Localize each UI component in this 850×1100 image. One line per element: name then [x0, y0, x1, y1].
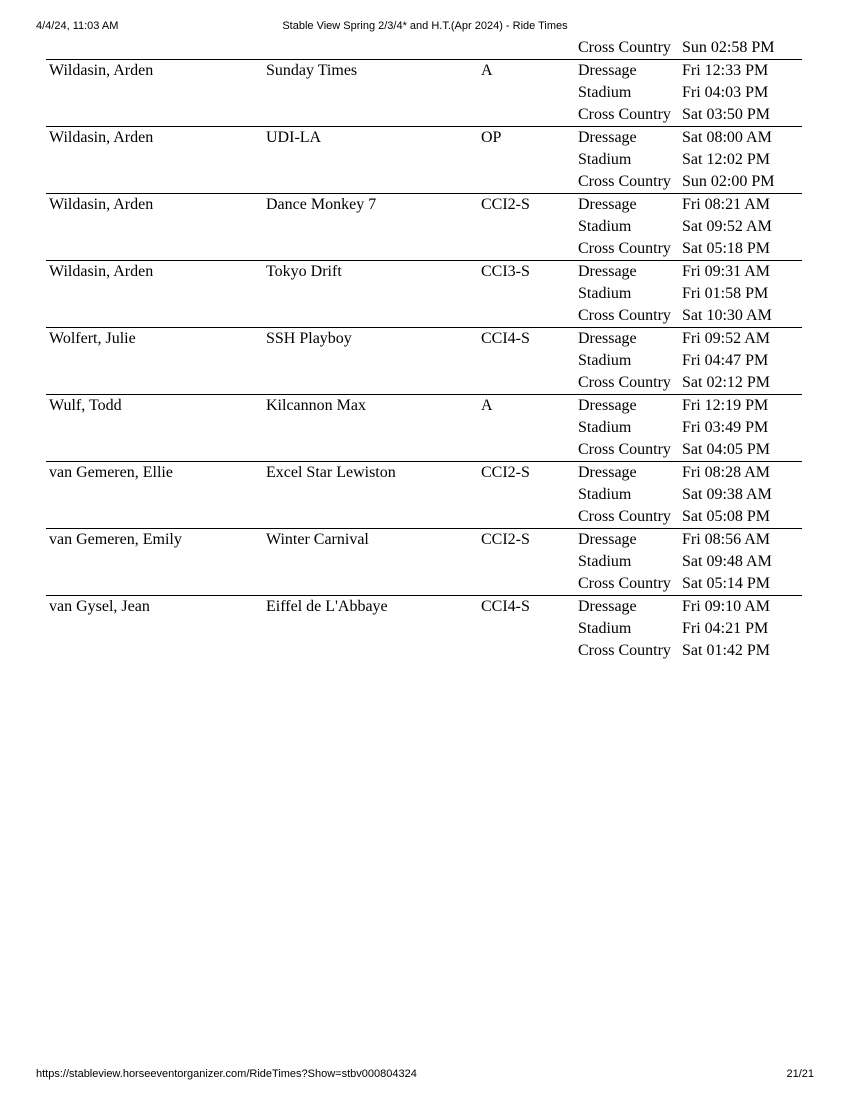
print-footer: [0, 1068, 850, 1088]
phase-time: Sat 10:30 AM: [682, 307, 772, 324]
phase-time: Fri 08:21 AM: [682, 196, 771, 213]
times-cell: [575, 328, 802, 394]
continuation-row: [46, 37, 802, 60]
time-row: [578, 573, 802, 595]
phase-time: Fri 04:21 PM: [682, 620, 769, 637]
times-cell: [575, 596, 802, 662]
phase-label: Cross Country: [578, 307, 671, 324]
horse-name: Kilcannon Max: [266, 397, 366, 414]
times-cell: [575, 37, 802, 59]
phase-label: Cross Country: [578, 508, 671, 525]
division: CCI4-S: [481, 598, 530, 615]
phase-time: Sun 02:00 PM: [682, 173, 775, 190]
time-row: [578, 216, 802, 238]
division: CCI2-S: [481, 531, 530, 548]
phase-time: Sat 04:05 PM: [682, 441, 771, 458]
time-row: [578, 328, 802, 350]
horse-name: Winter Carnival: [266, 531, 369, 548]
division: CCI2-S: [481, 196, 530, 213]
division-cell-empty: [481, 37, 575, 59]
rider-name: Wildasin, Arden: [49, 196, 154, 213]
phase-label: Cross Country: [578, 240, 671, 257]
rider-name: van Gysel, Jean: [49, 598, 150, 615]
phase-time: Sun 02:58 PM: [682, 39, 775, 56]
phase-label: Dressage: [578, 531, 637, 548]
horse-name: Tokyo Drift: [266, 263, 342, 280]
entries-list: [46, 60, 802, 662]
division: CCI3-S: [481, 263, 530, 280]
rider-name: Wildasin, Arden: [49, 129, 154, 146]
rider-name: van Gemeren, Emily: [49, 531, 182, 548]
rider-name: Wildasin, Arden: [49, 263, 154, 280]
time-row: [578, 305, 802, 327]
time-row: [578, 82, 802, 104]
phase-time: Fri 09:10 AM: [682, 598, 771, 615]
time-row: [578, 372, 802, 394]
phase-time: Sat 08:00 AM: [682, 129, 772, 146]
phase-label: Cross Country: [578, 441, 671, 458]
division: A: [481, 397, 493, 414]
division: CCI2-S: [481, 464, 530, 481]
phase-time: Sat 01:42 PM: [682, 642, 771, 659]
phase-time: Sat 05:08 PM: [682, 508, 771, 525]
phase-time: Sat 02:12 PM: [682, 374, 771, 391]
phase-label: Dressage: [578, 330, 637, 347]
division: A: [481, 62, 493, 79]
division: OP: [481, 129, 502, 146]
times-cell: [575, 127, 802, 193]
division: CCI4-S: [481, 330, 530, 347]
table-row: [46, 60, 802, 127]
time-row: [578, 104, 802, 126]
phase-label: Cross Country: [578, 575, 671, 592]
phase-label: Dressage: [578, 464, 637, 481]
time-row: [578, 484, 802, 506]
phase-label: Stadium: [578, 218, 632, 235]
phase-label: Stadium: [578, 352, 632, 369]
print-header: [0, 0, 850, 36]
time-row: [578, 618, 802, 640]
horse-name: SSH Playboy: [266, 330, 352, 347]
horse-name: Dance Monkey 7: [266, 196, 377, 213]
phase-time: Sat 05:14 PM: [682, 575, 771, 592]
times-cell: [575, 462, 802, 528]
phase-time: Sat 12:02 PM: [682, 151, 771, 168]
time-row: [578, 171, 802, 193]
ride-times-table: [46, 37, 802, 662]
table-row: [46, 127, 802, 194]
phase-time: Sat 09:48 AM: [682, 553, 772, 570]
time-row: [578, 60, 802, 82]
phase-time: Sat 03:50 PM: [682, 106, 771, 123]
table-row: [46, 529, 802, 596]
phase-label: Dressage: [578, 598, 637, 615]
phase-time: Sat 05:18 PM: [682, 240, 771, 257]
time-row: [578, 462, 802, 484]
rider-name: Wulf, Todd: [49, 397, 122, 414]
time-row: [578, 350, 802, 372]
phase-time: Fri 03:49 PM: [682, 419, 769, 436]
phase-time: Fri 09:52 AM: [682, 330, 771, 347]
phase-time: Sat 09:52 AM: [682, 218, 772, 235]
time-row: [578, 194, 802, 216]
phase-label: Dressage: [578, 397, 637, 414]
time-row: [578, 439, 802, 461]
horse-name: Sunday Times: [266, 62, 358, 79]
phase-time: Fri 08:56 AM: [682, 531, 771, 548]
time-row: [578, 529, 802, 551]
times-cell: [575, 194, 802, 260]
table-row: [46, 261, 802, 328]
phase-label: Stadium: [578, 419, 632, 436]
phase-time: Fri 01:58 PM: [682, 285, 769, 302]
phase-label: Cross Country: [578, 106, 671, 123]
phase-label: Dressage: [578, 62, 637, 79]
phase-label: Dressage: [578, 196, 637, 213]
time-row: [578, 238, 802, 260]
phase-time: Fri 12:19 PM: [682, 397, 769, 414]
phase-label: Cross Country: [578, 39, 671, 56]
phase-label: Stadium: [578, 486, 632, 503]
page-number: 21/21: [786, 1068, 814, 1080]
time-row: [578, 417, 802, 439]
phase-label: Cross Country: [578, 642, 671, 659]
phase-label: Stadium: [578, 151, 632, 168]
table-row: [46, 194, 802, 261]
time-row: [578, 37, 802, 59]
page-url: https://stableview.horseeventorganizer.com/RideTimes?Show=stbv000804324: [36, 1068, 417, 1080]
phase-label: Dressage: [578, 129, 637, 146]
rider-name: van Gemeren, Ellie: [49, 464, 173, 481]
phase-label: Stadium: [578, 553, 632, 570]
phase-label: Cross Country: [578, 374, 671, 391]
phase-time: Fri 08:28 AM: [682, 464, 771, 481]
phase-time: Fri 04:03 PM: [682, 84, 769, 101]
rider-cell-empty: [46, 37, 266, 59]
rider-name: Wildasin, Arden: [49, 62, 154, 79]
phase-time: Fri 09:31 AM: [682, 263, 771, 280]
phase-label: Stadium: [578, 285, 632, 302]
time-row: [578, 127, 802, 149]
phase-time: Fri 12:33 PM: [682, 62, 769, 79]
horse-cell-empty: [266, 37, 481, 59]
time-row: [578, 596, 802, 618]
time-row: [578, 149, 802, 171]
times-cell: [575, 60, 802, 126]
times-cell: [575, 529, 802, 595]
time-row: [578, 261, 802, 283]
phase-label: Stadium: [578, 84, 632, 101]
time-row: [578, 283, 802, 305]
time-row: [578, 640, 802, 662]
time-row: [578, 551, 802, 573]
phase-label: Cross Country: [578, 173, 671, 190]
print-datetime: 4/4/24, 11:03 AM: [36, 20, 119, 32]
table-row: [46, 462, 802, 529]
times-cell: [575, 261, 802, 327]
horse-name: Excel Star Lewiston: [266, 464, 396, 481]
table-row: [46, 395, 802, 462]
phase-label: Stadium: [578, 620, 632, 637]
times-cell: [575, 395, 802, 461]
phase-time: Sat 09:38 AM: [682, 486, 772, 503]
phase-time: Fri 04:47 PM: [682, 352, 769, 369]
rider-name: Wolfert, Julie: [49, 330, 136, 347]
time-row: [578, 506, 802, 528]
table-row: [46, 328, 802, 395]
phase-label: Dressage: [578, 263, 637, 280]
horse-name: UDI-LA: [266, 129, 322, 146]
time-row: [578, 395, 802, 417]
table-row: [46, 596, 802, 662]
document-title: Stable View Spring 2/3/4* and H.T.(Apr 2024) - Ride Times: [282, 20, 568, 32]
horse-name: Eiffel de L'Abbaye: [266, 598, 388, 615]
